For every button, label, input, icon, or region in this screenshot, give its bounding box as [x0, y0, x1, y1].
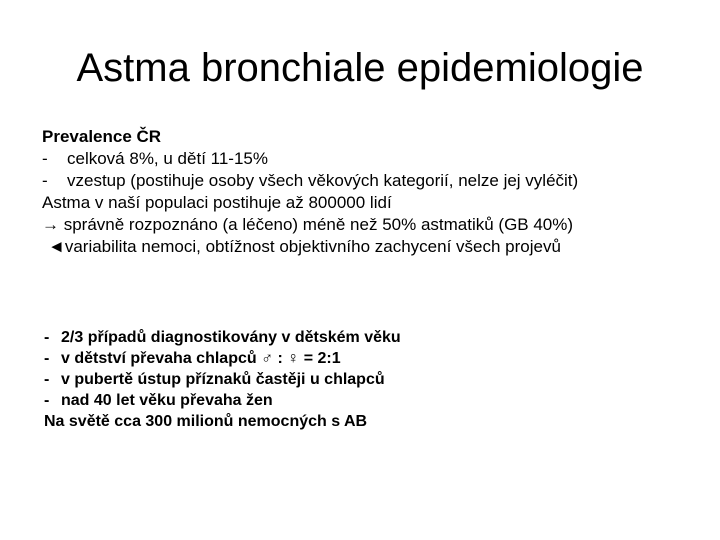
bullet-dash: -: [42, 149, 48, 168]
variability-text: ◄variabilita nemoci, obtížnost objektivního zachycení všech projevů: [48, 237, 561, 256]
bullet-item: [44, 369, 714, 390]
slide-title: Astma bronchiale epidemiologie: [76, 46, 644, 90]
bullet-item: [44, 348, 714, 369]
bullet-item: [44, 327, 714, 348]
bullet-text: vzestup (postihuje osoby všech věkových kategorií, nelze jej vyléčit): [67, 171, 579, 190]
bullet-text: celková 8%, u dětí 11-15%: [67, 149, 268, 168]
bullet-text: 2/3 případů diagnostikovány v dětském věku: [61, 329, 401, 346]
bullet-text: v dětství převaha chlapců ♂ : ♀ = 2:1: [61, 350, 341, 367]
prevalence-section: [42, 126, 712, 258]
bullet-dash: -: [44, 350, 50, 367]
text-line: → správně rozpoznáno (a léčeno) méně než 50% astmatiků (GB 40%): [42, 215, 574, 234]
bullet-dash: -: [42, 171, 48, 190]
bullet-item: [42, 148, 712, 170]
prevalence-heading: Prevalence ČR: [42, 127, 162, 146]
text-line: [42, 236, 712, 258]
bullet-text: v pubertě ústup příznaků častěji u chlapců: [61, 371, 385, 388]
bullet-dash: -: [44, 371, 50, 388]
bullet-text: nad 40 let věku převaha žen: [61, 392, 273, 409]
bullet-item: [42, 170, 712, 192]
diagnosis-section: [44, 327, 714, 432]
text-line: Astma v naší populaci postihuje až 800000 lidí: [42, 193, 392, 212]
bullet-dash: -: [44, 329, 50, 346]
bullet-dash: -: [44, 392, 50, 409]
footer-line: Na světě cca 300 milionů nemocných s AB: [44, 413, 368, 430]
bullet-item: [44, 390, 714, 411]
